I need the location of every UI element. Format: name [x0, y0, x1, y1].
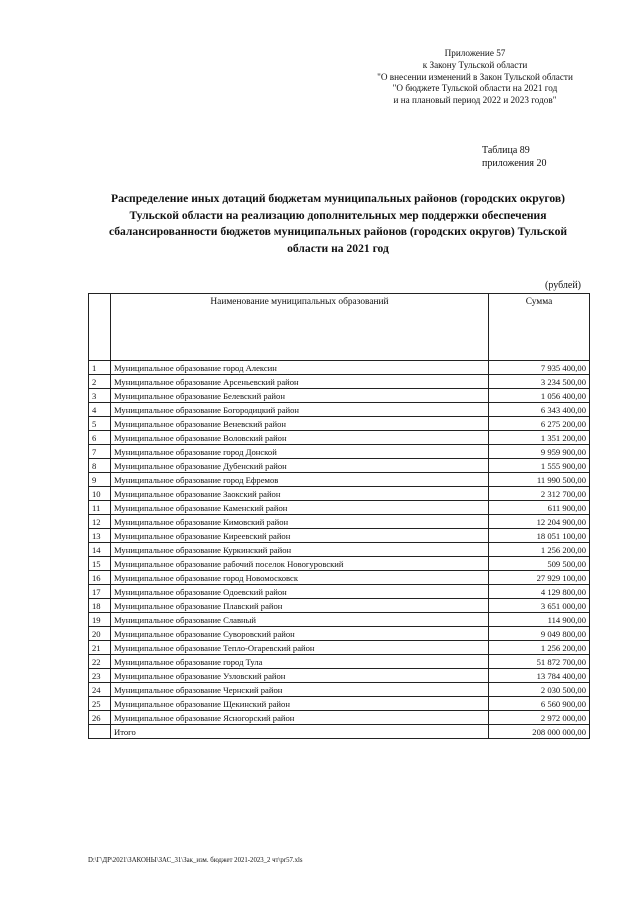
municipality-name: Муниципальное образование Белевский район [111, 389, 489, 403]
table-row [89, 585, 590, 599]
amount-value: 13 784 400,00 [489, 669, 590, 683]
row-number: 23 [89, 669, 111, 683]
row-number: 15 [89, 557, 111, 571]
row-number: 3 [89, 389, 111, 403]
table-row [89, 501, 590, 515]
table-row [89, 613, 590, 627]
amount-value: 3 651 000,00 [489, 599, 590, 613]
municipality-name: Муниципальное образование Веневский район [111, 417, 489, 431]
amount-value: 1 256 200,00 [489, 641, 590, 655]
municipality-name: Муниципальное образование город Ефремов [111, 473, 489, 487]
table-row [89, 375, 590, 389]
table-row [89, 641, 590, 655]
table-row [89, 543, 590, 557]
amount-value: 114 900,00 [489, 613, 590, 627]
municipality-name: Муниципальное образование Узловский район [111, 669, 489, 683]
table-row [89, 571, 590, 585]
header-num [89, 294, 111, 361]
table-row [89, 683, 590, 697]
appendix-reference: приложения 20 [482, 158, 547, 169]
amount-value: 18 051 100,00 [489, 529, 590, 543]
amount-value: 11 990 500,00 [489, 473, 590, 487]
row-number: 21 [89, 641, 111, 655]
row-number: 1 [89, 361, 111, 375]
municipality-name: Муниципальное образование рабочий поселок Новогуровский [111, 557, 489, 571]
row-number: 9 [89, 473, 111, 487]
municipality-name: Муниципальное образование Ясногорский район [111, 711, 489, 725]
municipality-name: Муниципальное образование Славный [111, 613, 489, 627]
table-total-row [89, 725, 590, 739]
row-number: 8 [89, 459, 111, 473]
municipality-name: Муниципальное образование Заокский район [111, 487, 489, 501]
table-row [89, 431, 590, 445]
row-number: 10 [89, 487, 111, 501]
municipality-name: Муниципальное образование Одоевский район [111, 585, 489, 599]
table-reference [482, 144, 546, 170]
amount-value: 611 900,00 [489, 501, 590, 515]
table-row [89, 515, 590, 529]
municipality-name: Муниципальное образование город Донской [111, 445, 489, 459]
row-number: 11 [89, 501, 111, 515]
total-municipality-name: Итого [111, 725, 489, 739]
municipality-name: Муниципальное образование город Алексин [111, 361, 489, 375]
row-number: 14 [89, 543, 111, 557]
municipality-name: Муниципальное образование город Новомосковск [111, 571, 489, 585]
total-row-number [89, 725, 111, 739]
row-number: 16 [89, 571, 111, 585]
municipality-name: Муниципальное образование город Тула [111, 655, 489, 669]
table-row [89, 417, 590, 431]
amount-value: 7 935 400,00 [489, 361, 590, 375]
municipality-name: Муниципальное образование Кимовский район [111, 515, 489, 529]
table-row [89, 459, 590, 473]
row-number: 7 [89, 445, 111, 459]
amount-value: 12 204 900,00 [489, 515, 590, 529]
table-row [89, 711, 590, 725]
table-row [89, 669, 590, 683]
row-number: 2 [89, 375, 111, 389]
municipality-name: Муниципальное образование Тепло-Огаревский район [111, 641, 489, 655]
amount-value: 27 929 100,00 [489, 571, 590, 585]
row-number: 18 [89, 599, 111, 613]
row-number: 26 [89, 711, 111, 725]
table-header-row [89, 294, 590, 361]
row-number: 25 [89, 697, 111, 711]
amount-value: 1 056 400,00 [489, 389, 590, 403]
table-body [89, 361, 590, 739]
file-path-footer: D:\Г\ДР\2021\ЗАКОНЫ\ЗАС_31\Зак_изм. бюджет 2021-2023_2 чт\pr57.xls [88, 857, 303, 864]
header-line: к Закону Тульской области [422, 59, 528, 70]
header-line: "О бюджете Тульской области на 2021 год [392, 83, 558, 94]
municipality-name: Муниципальное образование Щекинский район [111, 697, 489, 711]
amount-value: 2 030 500,00 [489, 683, 590, 697]
municipality-name: Муниципальное образование Чернский район [111, 683, 489, 697]
table-row [89, 655, 590, 669]
table-row [89, 487, 590, 501]
table-row [89, 697, 590, 711]
amount-value: 509 500,00 [489, 557, 590, 571]
row-number: 17 [89, 585, 111, 599]
row-number: 12 [89, 515, 111, 529]
table-row [89, 557, 590, 571]
header-line: Приложение 57 [444, 48, 506, 58]
row-number: 4 [89, 403, 111, 417]
municipality-name: Муниципальное образование Киреевский район [111, 529, 489, 543]
municipality-name: Муниципальное образование Богородицкий район [111, 403, 489, 417]
municipality-name: Муниципальное образование Дубенский район [111, 459, 489, 473]
document-title: Распределение иных дотаций бюджетам муниципальных районов (городских округов) Тульской области на реализацию дополнительных мер поддержки обеспечения сбалансированности бюджетов муниципальных районов (городских округов) Тульской области на 2021 год [108, 192, 568, 255]
header-sum: Сумма [489, 294, 590, 361]
amount-value: 6 275 200,00 [489, 417, 590, 431]
amount-value: 1 555 900,00 [489, 459, 590, 473]
row-number: 20 [89, 627, 111, 641]
amount-value: 9 049 800,00 [489, 627, 590, 641]
amount-value: 4 129 800,00 [489, 585, 590, 599]
municipality-name: Муниципальное образование Плавский район [111, 599, 489, 613]
row-number: 5 [89, 417, 111, 431]
total-amount-value: 208 000 000,00 [489, 725, 590, 739]
municipality-name: Муниципальное образование Арсеньевский район [111, 375, 489, 389]
header-name: Наименование муниципальных образований [111, 294, 489, 361]
distribution-table [88, 293, 590, 739]
header-line: и на плановый период 2022 и 2023 годов" [393, 95, 557, 106]
table-row [89, 361, 590, 375]
amount-value: 2 312 700,00 [489, 487, 590, 501]
amount-value: 6 343 400,00 [489, 403, 590, 417]
table-number: Таблица 89 [482, 145, 530, 156]
table-row [89, 389, 590, 403]
municipality-name: Муниципальное образование Каменский район [111, 501, 489, 515]
row-number: 22 [89, 655, 111, 669]
row-number: 13 [89, 529, 111, 543]
appendix-header-note [360, 48, 590, 107]
table-row [89, 627, 590, 641]
header-line: "О внесении изменений в Закон Тульской области [377, 71, 573, 82]
amount-value: 51 872 700,00 [489, 655, 590, 669]
table-row [89, 599, 590, 613]
table-row [89, 473, 590, 487]
table-row [89, 529, 590, 543]
row-number: 6 [89, 431, 111, 445]
municipality-name: Муниципальное образование Воловский район [111, 431, 489, 445]
amount-value: 1 256 200,00 [489, 543, 590, 557]
row-number: 24 [89, 683, 111, 697]
amount-value: 3 234 500,00 [489, 375, 590, 389]
amount-value: 6 560 900,00 [489, 697, 590, 711]
amount-value: 1 351 200,00 [489, 431, 590, 445]
row-number: 19 [89, 613, 111, 627]
table-row [89, 403, 590, 417]
municipality-name: Муниципальное образование Куркинский район [111, 543, 489, 557]
amount-value: 9 959 900,00 [489, 445, 590, 459]
table-row [89, 445, 590, 459]
units-label: (рублей) [545, 280, 582, 291]
municipality-name: Муниципальное образование Суворовский район [111, 627, 489, 641]
amount-value: 2 972 000,00 [489, 711, 590, 725]
